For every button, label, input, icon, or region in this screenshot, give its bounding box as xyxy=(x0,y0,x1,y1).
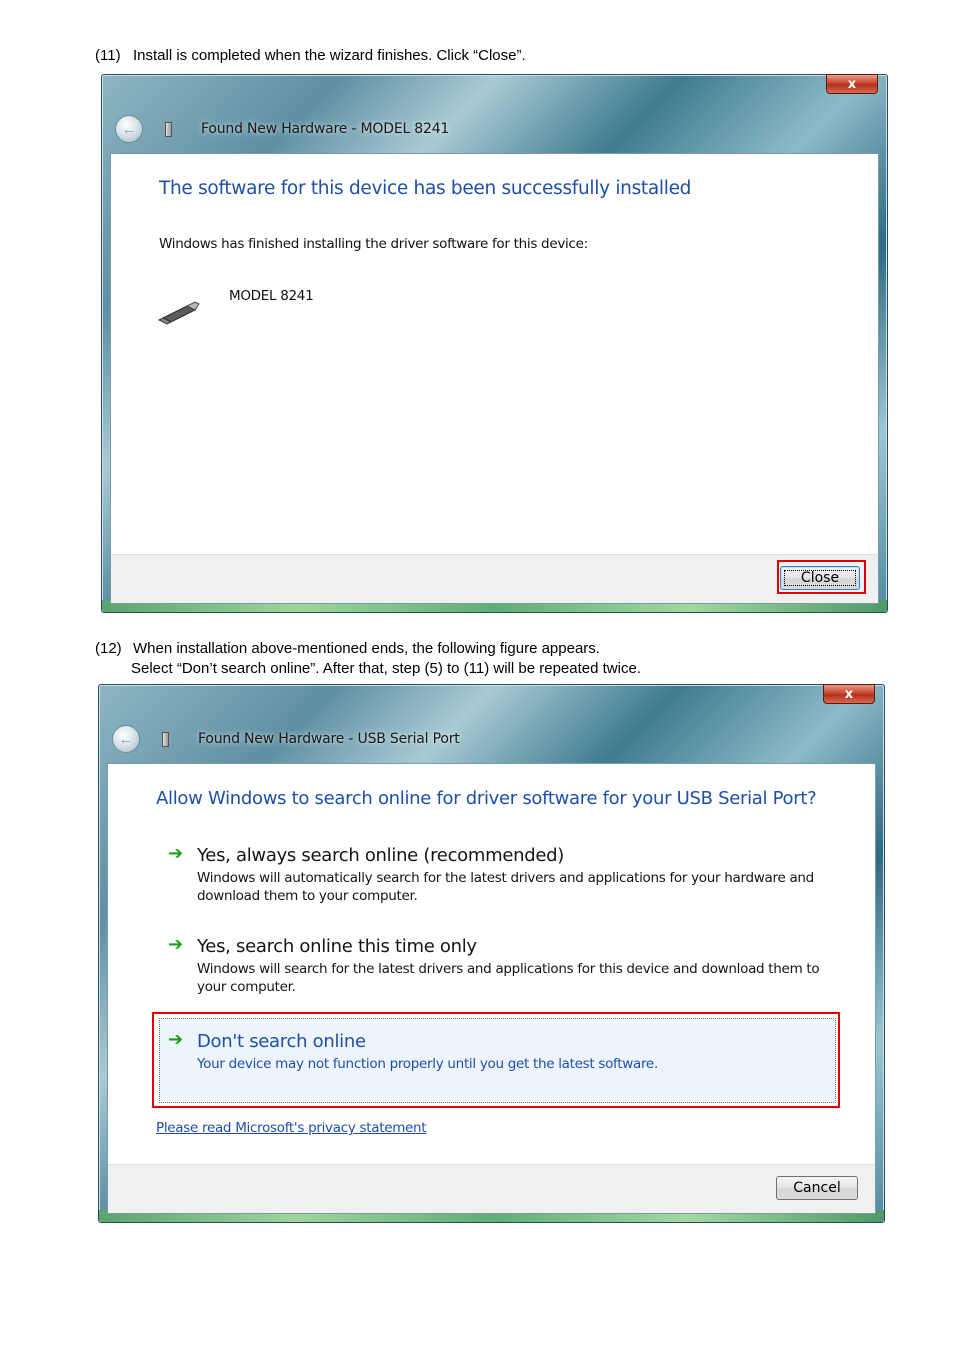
close-button-label: Close xyxy=(800,570,840,586)
option-description: Windows will search for the latest drivers and applications for this device and download them to your computer. xyxy=(197,961,820,995)
step-text: Install is completed when the wizard finishes. Click “Close”. xyxy=(133,47,526,64)
finished-message: Windows has finished installing the driver software for this device: xyxy=(159,236,588,252)
dialog-heading: Allow Windows to search online for driver software for your USB Serial Port? xyxy=(156,788,817,809)
window-title: Found New Hardware - USB Serial Port xyxy=(198,731,460,747)
back-button[interactable] xyxy=(115,115,143,143)
step-number: (11) xyxy=(95,47,121,64)
option-title: Yes, always search online (recommended) xyxy=(197,845,564,866)
option-description: Your device may not function properly until you get the latest software. xyxy=(197,1056,658,1072)
cancel-button[interactable] xyxy=(776,1176,858,1200)
option-description: Windows will automatically search for the latest drivers and applications for your hardware and download them to your computer. xyxy=(197,870,814,904)
step-12-caption-line1 xyxy=(95,639,600,659)
step-text: When installation above-mentioned ends, the following figure appears. xyxy=(133,640,600,657)
dialog-footer xyxy=(111,554,878,603)
privacy-statement-link[interactable]: Please read Microsoft's privacy statement xyxy=(156,1120,427,1136)
step-number: (12) xyxy=(95,640,122,657)
back-arrow-icon: ← xyxy=(118,730,134,748)
close-icon: x xyxy=(847,76,857,92)
dialog-content xyxy=(110,153,879,604)
device-name: MODEL 8241 xyxy=(229,288,314,304)
back-arrow-icon: ← xyxy=(121,120,137,138)
step-11-caption xyxy=(95,46,526,66)
option-title: Don't search online xyxy=(197,1031,366,1052)
device-icon xyxy=(162,732,169,747)
window-close-button[interactable] xyxy=(823,684,875,704)
green-arrow-icon: ➔ xyxy=(168,1029,184,1050)
window-close-button[interactable] xyxy=(826,74,878,94)
window-title: Found New Hardware - MODEL 8241 xyxy=(201,121,450,137)
cancel-button-label: Cancel xyxy=(793,1180,841,1196)
green-arrow-icon: ➔ xyxy=(168,843,184,864)
dialog-heading: The software for this device has been successfully installed xyxy=(159,178,692,199)
dialog-footer xyxy=(108,1164,875,1213)
green-arrow-icon: ➔ xyxy=(168,934,184,955)
close-icon: x xyxy=(844,686,854,702)
found-new-hardware-dialog-usb xyxy=(98,684,885,1223)
device-icon xyxy=(165,122,172,137)
step-12-caption-line2: Select “Don’t search online”. After that, step (5) to (11) will be repeated twice. xyxy=(131,660,641,677)
back-button[interactable] xyxy=(112,725,140,753)
dont-search-highlight-box xyxy=(152,1012,840,1108)
close-highlight-box xyxy=(777,560,866,594)
dialog-content xyxy=(107,763,876,1214)
usb-device-icon xyxy=(157,300,201,326)
found-new-hardware-dialog-model xyxy=(101,74,888,613)
option-title: Yes, search online this time only xyxy=(197,936,477,957)
